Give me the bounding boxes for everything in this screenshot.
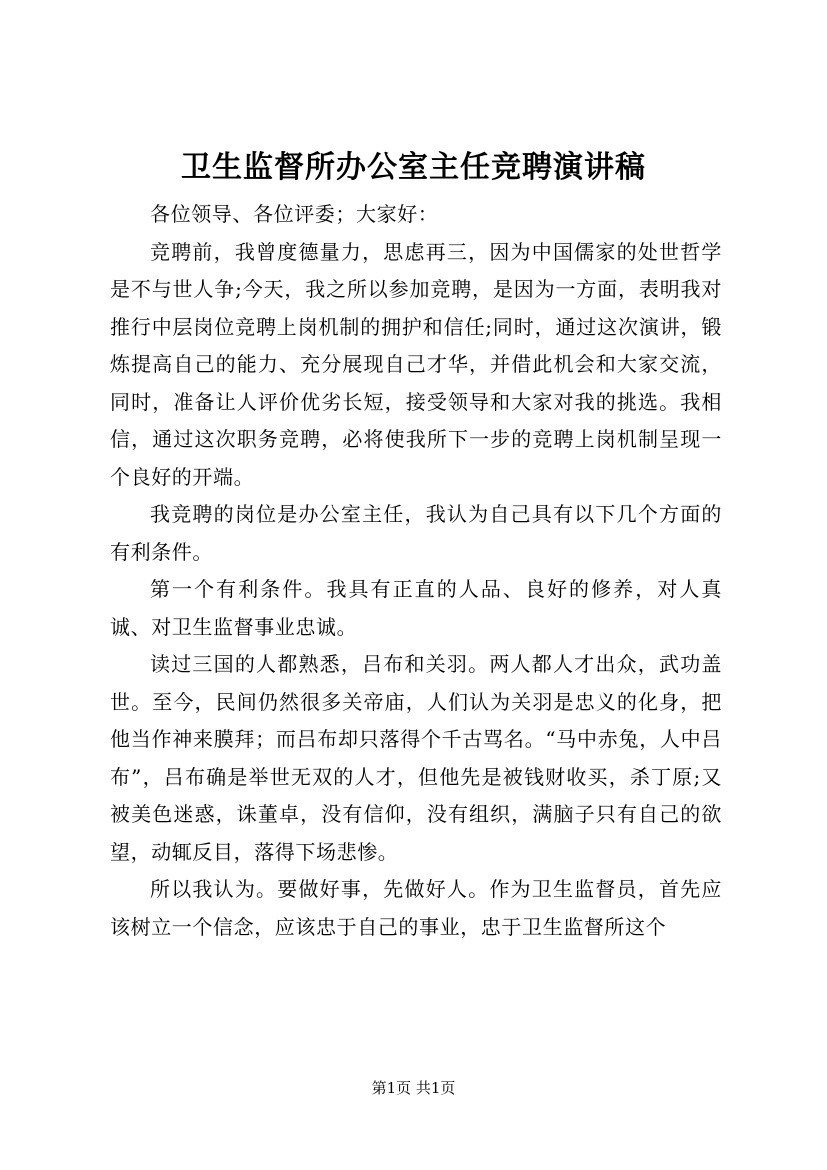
paragraph-conclusion: 所以我认为。要做好事，先做好人。作为卫生监督员，首先应该树立一个信念，应该忠于自己的事业，忠于卫生监督所这个 bbox=[110, 877, 722, 939]
paragraph-three-kingdoms: 读过三国的人都熟悉，吕布和关羽。两人都人才出众，武功盖世。至今，民间仍然很多关帝庙，人们认为关羽是忠义的化身，把他当作神来膜拜；而吕布却只落得个千古骂名。“马中赤兔，人中吕布”，吕布确是举世无双的人才，但他先是被钱财收买，杀丁原;又被美色迷惑，诛董卓，没有信仰，没有组织，满脑子只有自己的欲望，动辄反目，落得下场悲惨。 bbox=[110, 652, 722, 864]
document-title: 卫生监督所办公室主任竞聘演讲稿 bbox=[181, 150, 646, 185]
paragraph-position: 我竞聘的岗位是办公室主任，我认为自己具有以下几个方面的有利条件。 bbox=[110, 502, 722, 564]
page-footer: 第1页 共1页 bbox=[371, 1079, 456, 1097]
paragraph-intro: 竞聘前，我曾度德量力，思虑再三，因为中国儒家的处世哲学是不与世人争;今天，我之所以参加竞聘，是因为一方面，表明我对推行中层岗位竞聘上岗机制的拥护和信任;同时，通过这次演讲，锻炼提高自己的能力、充分展现自己才华，并借此机会和大家交流，同时，准备让人评价优劣长短，接受领导和大家对我的挑选。我相信，通过这次职务竞聘，必将使我所下一步的竞聘上岗机制呈现一个良好的开端。 bbox=[110, 239, 722, 489]
paragraph-condition-one: 第一个有利条件。我具有正直的人品、良好的修养，对人真诚、对卫生监督事业忠诚。 bbox=[110, 577, 722, 639]
document-body bbox=[110, 196, 722, 946]
paragraph-greeting: 各位领导、各位评委；大家好： bbox=[150, 202, 439, 226]
